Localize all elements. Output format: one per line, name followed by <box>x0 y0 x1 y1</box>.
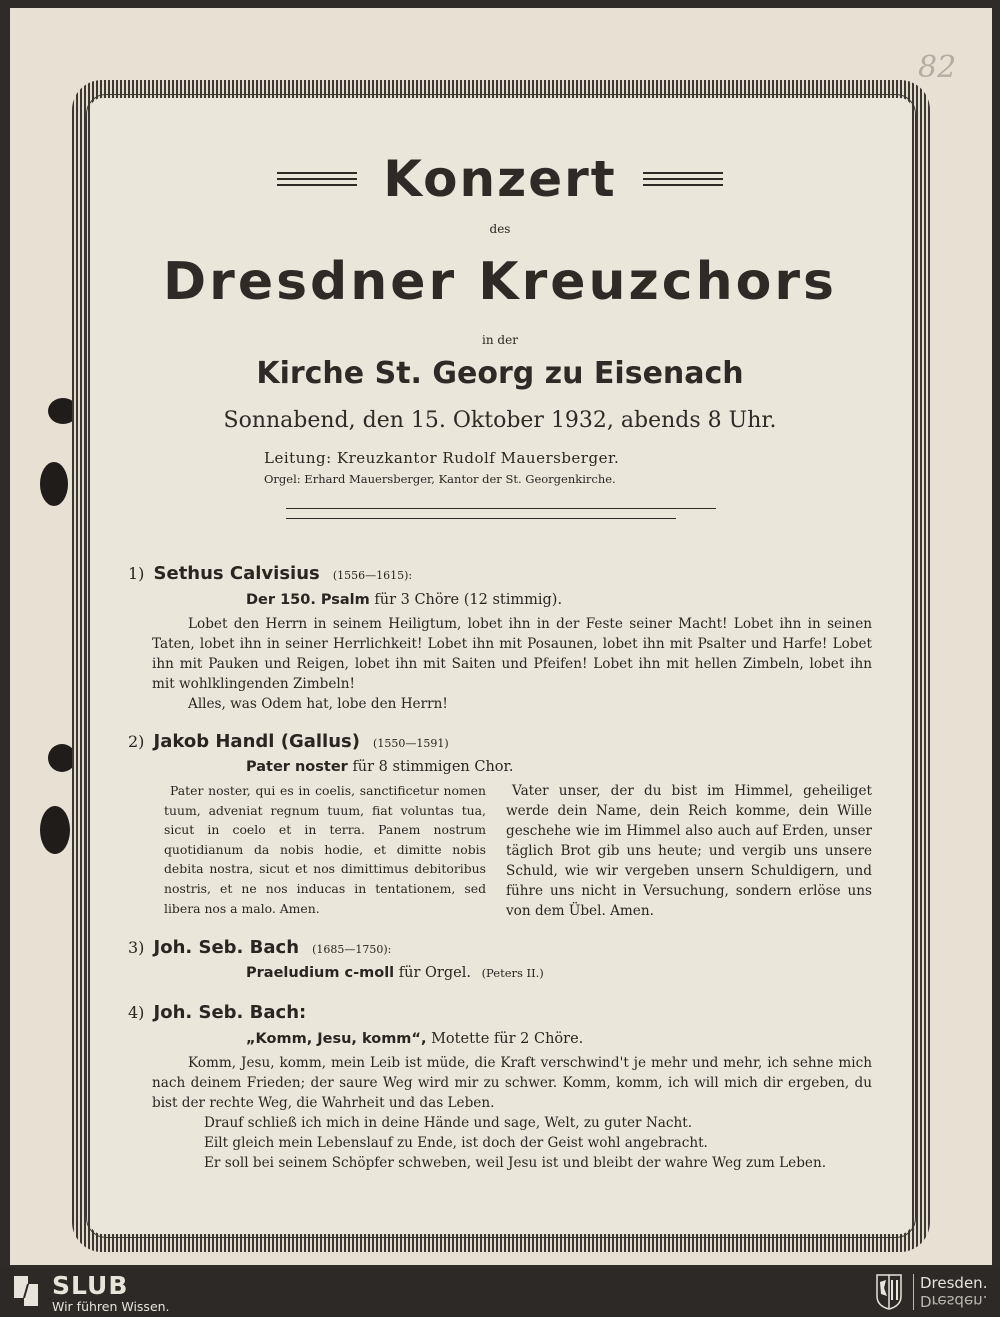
composer-name: Sethus Calvisius <box>153 563 320 584</box>
dresden-wordmark[interactable]: Dresden. <box>920 1274 988 1292</box>
lyrics-line: Eilt gleich mein Lebenslauf zu Ende, ist doch der Geist wohl angebracht. <box>204 1135 708 1151</box>
separator-line <box>286 508 716 509</box>
concert-title-row <box>100 150 900 208</box>
work-title: Pater noster <box>246 759 348 775</box>
program-item-4-work <box>246 1031 583 1047</box>
program-item-number: 2) <box>128 732 145 751</box>
dresden-wordmark-mirror: Dresden. <box>920 1292 988 1310</box>
ornament-rule-left <box>277 172 357 186</box>
separator-line <box>286 518 676 519</box>
program-item-number: 1) <box>128 564 145 583</box>
composer-years: (1550—1591) <box>373 737 449 750</box>
work-scoring: für Orgel. <box>398 965 471 981</box>
program-item-4-text <box>152 1053 872 1173</box>
concert-date: Sonnabend, den 15. Oktober 1932, abends 8 Uhr. <box>223 408 777 433</box>
lyrics-line: Alles, was Odem hat, lobe den Herrn! <box>188 696 448 712</box>
composer-name: Joh. Seb. Bach <box>153 937 300 958</box>
footer-divider <box>913 1274 914 1310</box>
choir-name: Dresdner Kreuzchors <box>163 252 837 312</box>
work-title: Der 150. Psalm <box>246 592 370 608</box>
program-item-2-work <box>246 759 513 775</box>
german-text: Vater unser, der du bist im Himmel, geheiliget werde dein Name, dein Reich komme, dein Wille geschehe wie im Himmel also auch auf Erden, unser täglich Brot gib uns heute; und vergib uns unsere Schuld, wie wir vergeben unsern Schuldigern, und führe uns nicht in Versuchung, sondern erlöse uns von dem Übel. Amen. <box>506 783 872 919</box>
des-text: des <box>489 222 511 236</box>
work-edition-note: (Peters II.) <box>481 966 544 980</box>
slub-brand[interactable]: SLUB <box>52 1271 129 1300</box>
concert-title: Konzert <box>383 150 617 208</box>
orgel-line: Orgel: Erhard Mauersberger, Kantor der St. Georgenkirche. <box>264 472 616 486</box>
lyrics-line: Er soll bei seinem Schöpfer schweben, weil Jesu ist und bleibt der wahre Weg zum Leben. <box>204 1155 827 1171</box>
program-item-2-header <box>128 731 449 752</box>
lyrics-line: Lobet den Herrn in seinem Heiligtum, lobet ihn in der Feste seiner Macht! Lobet ihn in seinen Taten, lobet ihn in seiner Herrlichkeit! Lobet ihn mit Posaunen, lobet ihn mit Psalter und Harfe! Lobet ihn mit Pauken und Reigen, lobet ihn mit Saiten und Pfeifen! Lobet ihn mit hellen Zimbeln, lobet ihn mit wohlklingenden Zimbeln! <box>152 616 872 692</box>
composer-name: Joh. Seb. Bach: <box>153 1002 307 1023</box>
dresden-crest-icon[interactable] <box>876 1274 902 1310</box>
in-der-text: in der <box>482 333 518 347</box>
program-item-1-header <box>128 563 412 584</box>
church-name: Kirche St. Georg zu Eisenach <box>256 356 744 391</box>
latin-text: Pater noster, qui es in coelis, sanctificetur nomen tuum, adveniat regnum tuum, fiat voluntas tua, sicut in coelo et in terra. Panem nostrum quotidianum da nobis hodie, et dimitte nobis debita nostra, sicut et nos dimittimus debitoribus nostris, et ne nos inducas in tentationem, sed libera nos a malo. Amen. <box>164 783 486 916</box>
program-item-4-header <box>128 1002 314 1023</box>
lyrics-line: Komm, Jesu, komm, mein Leib ist müde, die Kraft verschwind't je mehr und mehr, ich sehne mich nach deinem Frieden; der saure Weg wird mir zu schwer. Komm, komm, ich will mich dir ergeben, du bist der rechte Weg, die Wahrheit und das Leben. <box>152 1055 872 1111</box>
work-scoring: Motette für 2 Chöre. <box>431 1031 584 1047</box>
work-scoring: für 3 Chöre (12 stimmig). <box>374 592 563 608</box>
composer-years: (1556—1615): <box>332 569 413 582</box>
composer-years: (1685—1750): <box>312 943 392 956</box>
leitung-line: Leitung: Kreuzkantor Rudolf Mauersberger. <box>264 449 620 467</box>
program-item-3-header <box>128 937 391 958</box>
composer-name: Jakob Handl (Gallus) <box>153 731 360 752</box>
program-item-3-work <box>246 965 544 981</box>
work-title: Praeludium c-moll <box>246 965 395 981</box>
viewer-footer <box>0 1268 1000 1317</box>
program-item-1-work <box>246 592 562 608</box>
program-item-1-text <box>152 614 872 714</box>
handwritten-page-number: 82 <box>918 50 957 85</box>
punch-hole <box>40 806 70 854</box>
slub-logo-icon[interactable] <box>12 1274 40 1308</box>
work-title: „Komm, Jesu, komm“, <box>246 1031 427 1047</box>
slub-tagline: Wir führen Wissen. <box>52 1299 170 1314</box>
program-item-number: 3) <box>128 938 145 957</box>
ornament-rule-right <box>643 172 723 186</box>
lyrics-line: Drauf schließ ich mich in deine Hände und sage, Welt, zu guter Nacht. <box>204 1115 693 1131</box>
punch-hole <box>40 462 68 506</box>
work-scoring: für 8 stimmigen Chor. <box>352 759 514 775</box>
program-item-number: 4) <box>128 1003 145 1022</box>
